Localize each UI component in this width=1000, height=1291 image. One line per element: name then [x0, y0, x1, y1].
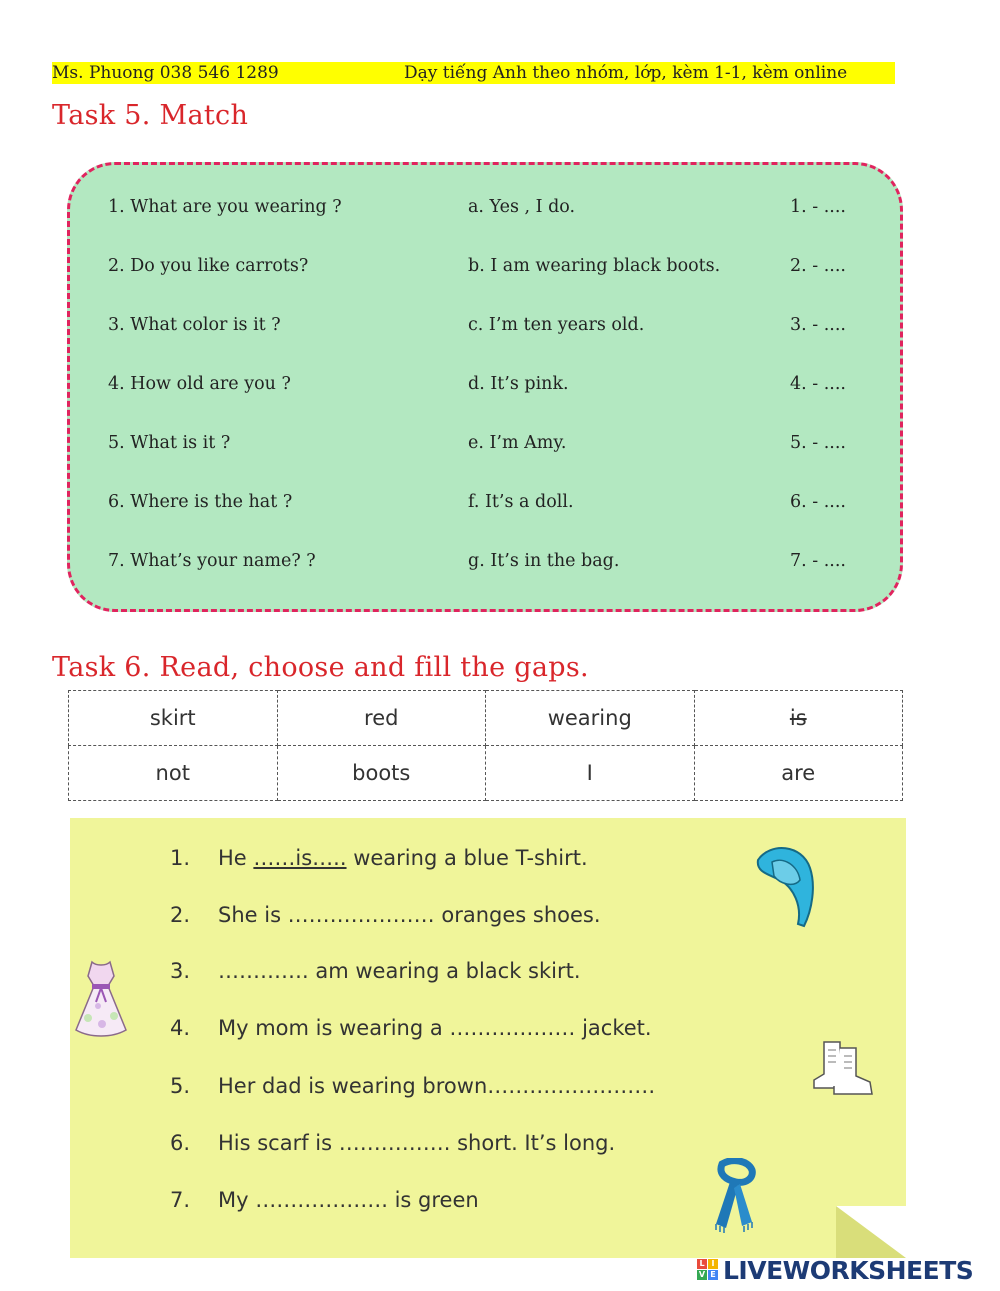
sentence-number: 5.	[170, 1074, 191, 1098]
teacher-contact: Ms. Phuong 038 546 1289	[52, 63, 279, 83]
task5-title: Task 5. Match	[52, 100, 249, 131]
match-answer-slot[interactable]: 2. - ....	[790, 256, 846, 276]
match-question: 6. Where is the hat ?	[108, 492, 293, 512]
word-bank-cell: not	[69, 746, 278, 801]
match-row	[70, 492, 900, 522]
word-bank-cell: are	[694, 746, 903, 801]
sentence-number: 4.	[170, 1016, 191, 1040]
match-option: b. I am wearing black boots.	[468, 256, 721, 276]
match-question: 3. What color is it ?	[108, 315, 281, 335]
word-bank-row	[69, 746, 903, 801]
sentence-number: 3.	[170, 959, 191, 983]
sentence-number: 2.	[170, 903, 191, 927]
boots-icon	[810, 1038, 880, 1098]
sentence-after: wearing a blue T-shirt.	[346, 846, 588, 870]
word-bank-cell: I	[486, 746, 695, 801]
hat-icon	[750, 840, 822, 930]
logo-blocks-icon	[697, 1259, 719, 1281]
word-bank-cell: red	[277, 691, 486, 746]
match-question: 7. What’s your name? ?	[108, 551, 316, 571]
match-question: 5. What is it ?	[108, 433, 231, 453]
sentence-text[interactable]: …………. am wearing a black skirt.	[218, 959, 581, 983]
sentence-text[interactable]: His scarf is ……………. short. It’s long.	[218, 1131, 616, 1155]
match-answer-slot[interactable]: 4. - ....	[790, 374, 846, 394]
logo-text: LIVEWORKSHEETS	[723, 1256, 974, 1285]
match-option: g. It’s in the bag.	[468, 551, 620, 571]
match-answer-slot[interactable]: 6. - ....	[790, 492, 846, 512]
logo-block: V	[698, 1270, 706, 1279]
word-bank-cell-used: is	[694, 691, 903, 746]
match-row	[70, 433, 900, 463]
sentence-number: 7.	[170, 1188, 191, 1212]
page-curl	[836, 1206, 906, 1258]
logo-block: E	[708, 1270, 718, 1280]
logo-block: I	[708, 1259, 718, 1269]
sentence-text[interactable]: My ………………. is green	[218, 1188, 479, 1212]
match-question: 1. What are you wearing ?	[108, 197, 342, 217]
match-answer-slot[interactable]: 5. - ....	[790, 433, 846, 453]
match-question: 4. How old are you ?	[108, 374, 291, 394]
match-option: e. I’m Amy.	[468, 433, 567, 453]
match-option: c. I’m ten years old.	[468, 315, 645, 335]
match-row	[70, 551, 900, 581]
dress-icon	[68, 958, 134, 1040]
sentence-text[interactable]: She is ………………… oranges shoes.	[218, 903, 601, 927]
match-question: 2. Do you like carrots?	[108, 256, 309, 276]
match-row	[70, 256, 900, 286]
match-option: a. Yes , I do.	[468, 197, 576, 217]
sentence-text	[218, 846, 588, 870]
sentence-text[interactable]: My mom is wearing a ……………… jacket.	[218, 1016, 652, 1040]
match-box	[67, 162, 903, 612]
match-row	[70, 374, 900, 404]
header-bar	[52, 62, 895, 84]
match-answer-slot[interactable]: 1. - ....	[790, 197, 846, 217]
logo-block: L	[697, 1259, 707, 1269]
sentence-text[interactable]: Her dad is wearing brown……………………	[218, 1074, 656, 1098]
word-bank-cell: boots	[277, 746, 486, 801]
match-option: d. It’s pink.	[468, 374, 569, 394]
match-row	[70, 315, 900, 345]
word-bank-cell: skirt	[69, 691, 278, 746]
sentence-before: He	[218, 846, 254, 870]
teacher-tagline: Dạy tiếng Anh theo nhóm, lớp, kèm 1-1, kèm online	[404, 63, 848, 83]
match-row	[70, 197, 900, 227]
sentence-number: 1.	[170, 846, 191, 870]
gap-answer[interactable]: ……is…..	[253, 846, 347, 870]
sentence-number: 6.	[170, 1131, 191, 1155]
match-option: f. It’s a doll.	[468, 492, 574, 512]
word-bank-row	[69, 691, 903, 746]
word-bank	[68, 690, 903, 801]
match-answer-slot[interactable]: 7. - ....	[790, 551, 846, 571]
scarf-icon	[706, 1158, 766, 1234]
match-answer-slot[interactable]: 3. - ....	[790, 315, 846, 335]
task6-title: Task 6. Read, choose and fill the gaps.	[52, 652, 589, 683]
word-bank-cell: wearing	[486, 691, 695, 746]
gap-fill-note	[70, 818, 906, 1258]
